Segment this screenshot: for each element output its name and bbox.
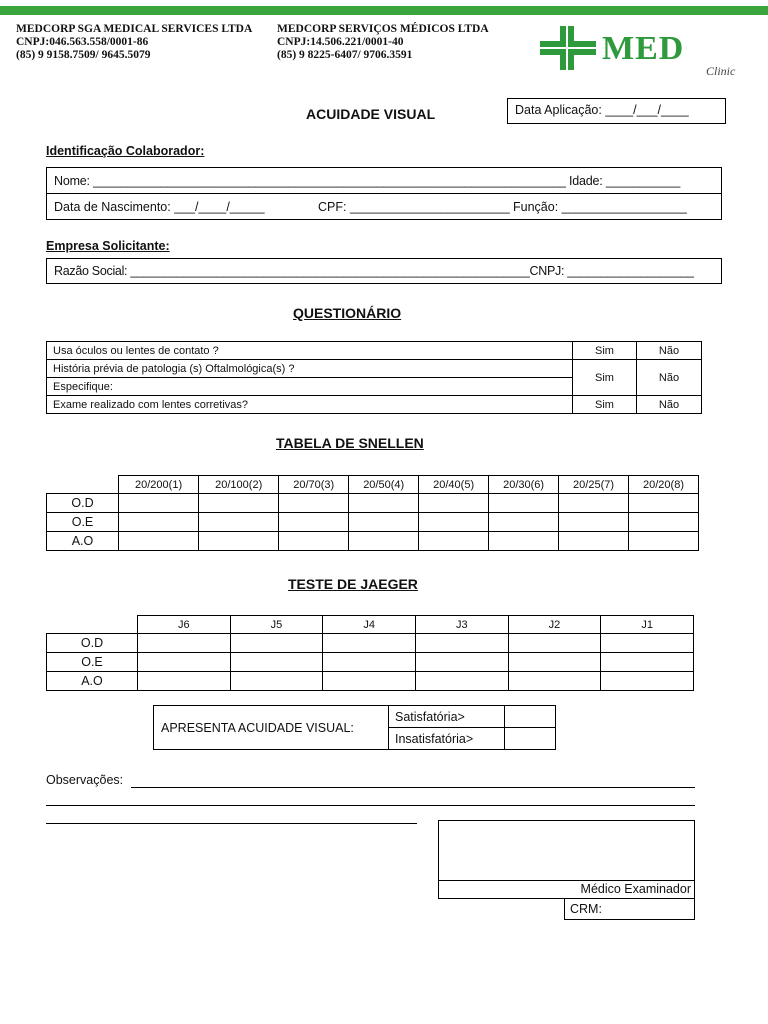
eye-label: O.E: [47, 513, 119, 532]
crm-label: CRM:: [570, 902, 602, 916]
jaeger-cell[interactable]: [508, 634, 601, 653]
yes-option[interactable]: Sim: [573, 360, 637, 396]
satisfactory-checkbox[interactable]: [505, 706, 556, 728]
company-1-cnpj: CNPJ:046.563.558/0001-86: [16, 36, 149, 48]
medical-cross-icon: [538, 24, 598, 72]
no-option[interactable]: Não: [637, 342, 702, 360]
jaeger-cell[interactable]: [415, 653, 508, 672]
jaeger-cell[interactable]: [323, 634, 416, 653]
snellen-cell[interactable]: [119, 532, 199, 551]
snellen-cell[interactable]: [119, 513, 199, 532]
jaeger-cell[interactable]: [415, 672, 508, 691]
eye-label: O.D: [47, 494, 119, 513]
snellen-cell[interactable]: [489, 513, 559, 532]
no-option[interactable]: Não: [637, 360, 702, 396]
question-row: [47, 342, 702, 360]
jaeger-col-header: J2: [508, 616, 601, 634]
observations-label: Observações:: [46, 773, 124, 787]
jaeger-cell[interactable]: [508, 672, 601, 691]
application-date-field[interactable]: Data Aplicação: ____/___/____: [507, 98, 726, 124]
snellen-col-header: 20/70(3): [279, 476, 349, 494]
company-1-name: MEDCORP SGA MEDICAL SERVICES LTDA: [16, 23, 253, 35]
question-text: Usa óculos ou lentes de contato ?: [47, 342, 573, 360]
observations-line[interactable]: [46, 805, 695, 806]
jaeger-cell[interactable]: [601, 634, 694, 653]
company-2-info: [277, 23, 489, 62]
jaeger-cell[interactable]: [138, 672, 231, 691]
signature-box[interactable]: [438, 820, 695, 899]
jaeger-cell[interactable]: [230, 672, 323, 691]
satisfactory-option: Satisfatória>: [389, 706, 505, 728]
snellen-cell[interactable]: [559, 532, 629, 551]
snellen-table: [46, 475, 699, 551]
jaeger-col-header: J6: [138, 616, 231, 634]
jaeger-cell[interactable]: [323, 672, 416, 691]
jaeger-col-header: J5: [230, 616, 323, 634]
observations-line[interactable]: [46, 823, 417, 824]
observations-line[interactable]: [131, 787, 695, 788]
question-text: História prévia de patologia (s) Oftalmológica(s) ?: [47, 360, 573, 378]
eye-label: O.E: [47, 653, 138, 672]
snellen-cell[interactable]: [629, 494, 699, 513]
snellen-cell[interactable]: [489, 532, 559, 551]
name-age-field[interactable]: Nome: ______________________________________________________________________ Idade: ___________: [54, 174, 681, 188]
jaeger-table: [46, 615, 694, 691]
snellen-cell[interactable]: [279, 494, 349, 513]
snellen-col-header: 20/40(5): [419, 476, 489, 494]
header-bar: [0, 6, 768, 15]
snellen-col-header: 20/20(8): [629, 476, 699, 494]
snellen-col-header: 20/50(4): [349, 476, 419, 494]
logo-text: MED: [602, 30, 685, 67]
company-2-cnpj: CNPJ:14.506.221/0001-40: [277, 36, 404, 48]
snellen-col-header: 20/30(6): [489, 476, 559, 494]
snellen-col-header: 20/100(2): [199, 476, 279, 494]
jaeger-cell[interactable]: [415, 634, 508, 653]
identification-heading: Identificação Colaborador:: [46, 144, 205, 158]
questionnaire-title: QUESTIONÁRIO: [293, 305, 402, 321]
crm-field[interactable]: [564, 898, 695, 920]
cpf-field[interactable]: CPF: _______________________: [318, 200, 510, 214]
snellen-cell[interactable]: [629, 513, 699, 532]
jaeger-cell[interactable]: [508, 653, 601, 672]
question-text: Exame realizado com lentes corretivas?: [47, 396, 573, 414]
form-title: ACUIDADE VISUAL: [306, 106, 436, 122]
question-row: [47, 396, 702, 414]
snellen-cell[interactable]: [559, 513, 629, 532]
snellen-cell[interactable]: [349, 513, 419, 532]
company-1-phone: (85) 9 9158.7509/ 9645.5079: [16, 49, 151, 61]
snellen-col-header: 20/200(1): [119, 476, 199, 494]
jaeger-cell[interactable]: [230, 653, 323, 672]
jaeger-row: [47, 653, 694, 672]
jaeger-row: [47, 634, 694, 653]
yes-option[interactable]: Sim: [573, 342, 637, 360]
jaeger-col-header: J3: [415, 616, 508, 634]
yes-option[interactable]: Sim: [573, 396, 637, 414]
snellen-cell[interactable]: [419, 532, 489, 551]
snellen-cell[interactable]: [119, 494, 199, 513]
snellen-col-header: 20/25(7): [559, 476, 629, 494]
snellen-row: [47, 494, 699, 513]
jaeger-cell[interactable]: [601, 653, 694, 672]
snellen-cell[interactable]: [419, 494, 489, 513]
jaeger-cell[interactable]: [323, 653, 416, 672]
snellen-cell[interactable]: [349, 494, 419, 513]
identification-box: [46, 167, 722, 220]
eye-label: A.O: [47, 672, 138, 691]
jaeger-row: [47, 672, 694, 691]
snellen-cell[interactable]: [419, 513, 489, 532]
snellen-cell[interactable]: [629, 532, 699, 551]
jaeger-col-header: J1: [601, 616, 694, 634]
eye-label: O.D: [47, 634, 138, 653]
role-field[interactable]: Função: __________________: [513, 200, 687, 214]
no-option[interactable]: Não: [637, 396, 702, 414]
snellen-cell[interactable]: [489, 494, 559, 513]
question-row: [47, 360, 702, 378]
specify-field[interactable]: Especifique:: [47, 378, 573, 396]
unsatisfactory-checkbox[interactable]: [505, 728, 556, 750]
visual-acuity-result: [153, 705, 556, 750]
company-heading: Empresa Solicitante:: [46, 239, 170, 253]
unsatisfactory-option: Insatisfatória>: [389, 728, 505, 750]
company-2-name: MEDCORP SERVIÇOS MÉDICOS LTDA: [277, 23, 489, 35]
snellen-header-row: [47, 476, 699, 494]
eye-label: A.O: [47, 532, 119, 551]
company-2-phone: (85) 9 8225-6407/ 9706.3591: [277, 49, 413, 61]
snellen-cell[interactable]: [349, 532, 419, 551]
snellen-cell[interactable]: [559, 494, 629, 513]
snellen-cell[interactable]: [199, 532, 279, 551]
snellen-cell[interactable]: [279, 532, 349, 551]
company-name-cnpj-field[interactable]: Razão Social: ____________________________________________________________CNPJ: ___________________: [54, 264, 694, 278]
company-box: [46, 258, 722, 284]
snellen-cell[interactable]: [199, 513, 279, 532]
result-label: APRESENTA ACUIDADE VISUAL:: [154, 706, 389, 750]
snellen-cell[interactable]: [199, 494, 279, 513]
questionnaire-table: [46, 341, 702, 414]
snellen-row: [47, 513, 699, 532]
jaeger-title: TESTE DE JAEGER: [288, 576, 418, 592]
corner-cell: [47, 616, 138, 634]
company-1-info: [16, 23, 252, 62]
jaeger-col-header: J4: [323, 616, 416, 634]
jaeger-header-row: [47, 616, 694, 634]
examiner-label: Médico Examinador: [580, 882, 691, 896]
jaeger-cell[interactable]: [230, 634, 323, 653]
snellen-cell[interactable]: [279, 513, 349, 532]
corner-cell: [47, 476, 119, 494]
jaeger-cell[interactable]: [138, 634, 231, 653]
snellen-title: TABELA DE SNELLEN: [276, 435, 424, 451]
jaeger-cell[interactable]: [601, 672, 694, 691]
snellen-row: [47, 532, 699, 551]
jaeger-cell[interactable]: [138, 653, 231, 672]
logo-subtitle: Clinic: [706, 64, 736, 78]
birth-date-field[interactable]: Data de Nascimento: ___/____/_____: [54, 200, 265, 214]
